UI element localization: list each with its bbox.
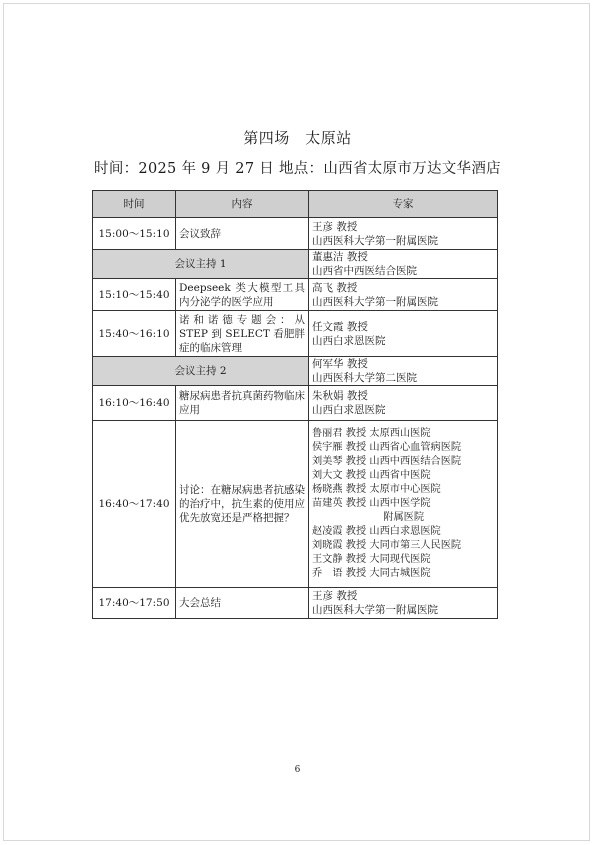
- expert-line: 侯宇雁 教授 山西省心血管病医院: [312, 442, 462, 453]
- chair-cell: 会议主持 2: [93, 357, 309, 386]
- expert-cell: [309, 218, 498, 250]
- chair-row: [93, 250, 498, 279]
- expert-line: 董惠洁 教授: [312, 251, 368, 263]
- expert-line: 刘美琴 教授 山西中西医结合医院: [312, 456, 462, 467]
- table-row: [93, 311, 498, 357]
- chair-cell: 会议主持 1: [93, 250, 309, 279]
- time-cell: 15:00～15:10: [93, 218, 176, 250]
- time-cell: 15:40～16:10: [93, 311, 176, 357]
- table-header-row: [93, 191, 498, 218]
- expert-line: 王彦 教授: [312, 220, 358, 233]
- expert-line: 山西白求恩医院: [312, 404, 386, 416]
- expert-line: 山西省中西医结合医院: [312, 265, 417, 277]
- expert-line: 鲁丽君 教授 太原西山医院: [312, 428, 431, 439]
- event-info: 时间：2025 年 9 月 27 日 地点：山西省太原市万达文华酒店: [94, 161, 501, 177]
- header-time: 时间: [93, 191, 176, 218]
- page-number: 6: [294, 765, 301, 775]
- content-cell: 糖尿病患者抗真菌药物临床应用: [176, 386, 309, 421]
- expert-line: 山西医科大学第一附属医院: [312, 234, 438, 247]
- expert-line: 苗建英 教授 山西中医学院: [312, 498, 431, 509]
- content-cell: 大会总结: [176, 588, 309, 619]
- expert-line: 刘大文 教授 山西省中医院: [312, 470, 431, 481]
- content-cell: 诺和诺德专题会：从 STEP 到 SELECT 看肥胖症的临床管理: [176, 311, 309, 357]
- content-cell: 讨论：在糖尿病患者抗感染的治疗中，抗生素的使用应优先放宽还是严格把握？: [176, 421, 309, 588]
- table-row: [93, 386, 498, 421]
- chair-row: [93, 357, 498, 386]
- time-cell: 16:10～16:40: [93, 386, 176, 421]
- expert-line: 王文静 教授 大同现代医院: [312, 554, 431, 565]
- expert-line: 赵凌霞 教授 山西白求恩医院: [312, 526, 441, 537]
- expert-line: 何军华 教授: [312, 358, 368, 370]
- header-content: 内容: [176, 191, 309, 218]
- expert-cell: [309, 311, 498, 357]
- expert-line: 乔 语 教授 大同古城医院: [312, 568, 431, 579]
- expert-line: 高飞 教授: [312, 281, 358, 294]
- expert-line: 山西白求恩医院: [312, 334, 386, 347]
- expert-cell: [309, 421, 498, 588]
- header-expert: 专家: [309, 191, 498, 218]
- expert-line: 附属医院: [312, 512, 425, 523]
- expert-line: 朱秋娟 教授: [312, 390, 368, 402]
- expert-line: 山西医科大学第一附属医院: [312, 604, 438, 616]
- expert-line: 刘晓霞 教授 大同市第三人民医院: [312, 540, 462, 551]
- expert-cell: [309, 250, 498, 279]
- table-row: [93, 218, 498, 250]
- expert-cell: [309, 357, 498, 386]
- schedule-table: [92, 190, 498, 619]
- expert-cell: [309, 588, 498, 619]
- table-row: [93, 279, 498, 311]
- expert-line: 山西医科大学第二医院: [312, 372, 417, 384]
- table-row: [93, 421, 498, 588]
- expert-cell: [309, 279, 498, 311]
- expert-cell: [309, 386, 498, 421]
- time-cell: 15:10～15:40: [93, 279, 176, 311]
- content-cell: 会议致辞: [176, 218, 309, 250]
- expert-line: 山西医科大学第一附属医院: [312, 295, 438, 308]
- page-title: 第四场 太原站: [243, 129, 352, 147]
- expert-line: 王彦 教授: [312, 590, 358, 602]
- expert-line: 任文霞 教授: [312, 320, 368, 333]
- expert-line: 杨晓燕 教授 太原市中心医院: [312, 484, 441, 495]
- time-cell: 16:40～17:40: [93, 421, 176, 588]
- time-cell: 17:40～17:50: [93, 588, 176, 619]
- content-cell: Deepseek 类大模型工具内分泌学的医学应用: [176, 279, 309, 311]
- table-row: [93, 588, 498, 619]
